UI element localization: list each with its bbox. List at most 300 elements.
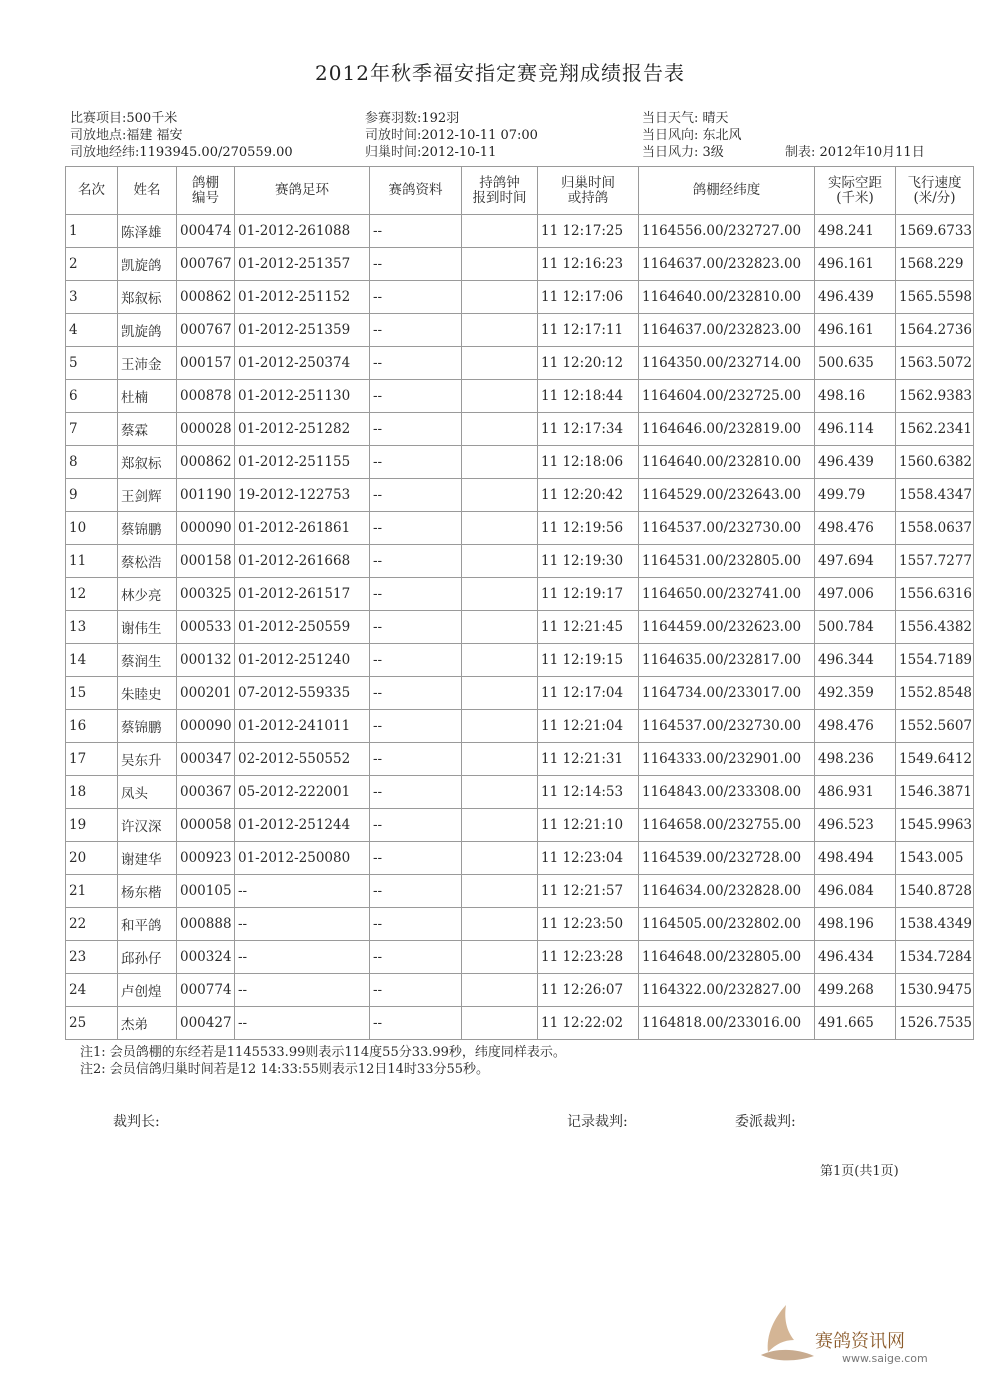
release-place-label: 司放地点: — [70, 128, 127, 143]
wind-direction — [642, 127, 742, 144]
loft-id-cell: 000157 — [177, 347, 235, 380]
distance-cell: 500.784 — [815, 611, 896, 644]
rank-cell: 24 — [66, 974, 118, 1007]
table-row — [66, 776, 974, 809]
speed-cell: 1538.4349 — [896, 908, 974, 941]
rank-cell: 19 — [66, 809, 118, 842]
column-header: 赛鸽足环 — [235, 167, 370, 215]
distance-cell: 499.268 — [815, 974, 896, 1007]
loft-id-cell: 000427 — [177, 1007, 235, 1040]
table-row — [66, 347, 974, 380]
release-place-value: 福建 福安 — [126, 128, 183, 143]
clock-time-cell — [462, 974, 538, 1007]
table-row — [66, 479, 974, 512]
pigeon-info-cell: -- — [370, 545, 462, 578]
clock-time-cell — [462, 347, 538, 380]
loft-id-cell: 000090 — [177, 512, 235, 545]
ring-cell: 01-2012-241011 — [235, 710, 370, 743]
speed-cell: 1565.5598 — [896, 281, 974, 314]
loft-id-cell: 000090 — [177, 710, 235, 743]
pigeon-info-cell: -- — [370, 776, 462, 809]
loft-coords-cell: 1164650.00/232741.00 — [639, 578, 815, 611]
arrival-time-cell: 11 12:16:23 — [538, 248, 639, 281]
weather-label: 当日天气: — [642, 111, 699, 126]
loft-id-cell: 000158 — [177, 545, 235, 578]
arrival-time-cell: 11 12:23:28 — [538, 941, 639, 974]
distance-cell: 496.523 — [815, 809, 896, 842]
table-row — [66, 380, 974, 413]
speed-cell: 1558.4347 — [896, 479, 974, 512]
loft-coords-cell: 1164350.00/232714.00 — [639, 347, 815, 380]
table-row — [66, 314, 974, 347]
clock-time-cell — [462, 446, 538, 479]
speed-cell: 1569.6733 — [896, 215, 974, 248]
ring-cell: 07-2012-559335 — [235, 677, 370, 710]
table-row — [66, 677, 974, 710]
loft-coords-cell: 1164648.00/232805.00 — [639, 941, 815, 974]
entries — [365, 110, 459, 127]
speed-cell: 1562.2341 — [896, 413, 974, 446]
speed-cell: 1568.229 — [896, 248, 974, 281]
clock-time-cell — [462, 215, 538, 248]
loft-id-cell: 000474 — [177, 215, 235, 248]
clock-time-cell — [462, 710, 538, 743]
name-cell: 杜楠 — [118, 380, 177, 413]
clock-time-cell — [462, 281, 538, 314]
wind-force — [642, 144, 724, 161]
speed-cell: 1530.9475 — [896, 974, 974, 1007]
loft-id-cell: 000028 — [177, 413, 235, 446]
loft-coords-cell: 1164505.00/232802.00 — [639, 908, 815, 941]
name-cell: 许汉深 — [118, 809, 177, 842]
name-cell: 蔡润生 — [118, 644, 177, 677]
table-row — [66, 941, 974, 974]
loft-id-cell: 000767 — [177, 314, 235, 347]
arrival-time-cell: 11 12:17:25 — [538, 215, 639, 248]
return-time-value: 2012-10-11 — [421, 145, 497, 160]
distance-cell: 496.084 — [815, 875, 896, 908]
pigeon-info-cell: -- — [370, 842, 462, 875]
speed-cell: 1545.9963 — [896, 809, 974, 842]
arrival-time-cell: 11 12:21:57 — [538, 875, 639, 908]
loft-coords-cell: 1164531.00/232805.00 — [639, 545, 815, 578]
name-cell: 邱孙仔 — [118, 941, 177, 974]
speed-cell: 1546.3871 — [896, 776, 974, 809]
recorder-referee-signature: 记录裁判: — [567, 1114, 628, 1130]
pigeon-info-cell: -- — [370, 314, 462, 347]
rank-cell: 13 — [66, 611, 118, 644]
distance-cell: 496.439 — [815, 281, 896, 314]
loft-id-cell: 000347 — [177, 743, 235, 776]
loft-coords-cell: 1164637.00/232823.00 — [639, 248, 815, 281]
name-cell: 林少亮 — [118, 578, 177, 611]
arrival-time-cell: 11 12:17:11 — [538, 314, 639, 347]
loft-id-cell: 000105 — [177, 875, 235, 908]
report-title: 2012年秋季福安指定赛竞翔成绩报告表 — [315, 61, 685, 85]
speed-cell: 1552.8548 — [896, 677, 974, 710]
ring-cell: 01-2012-261668 — [235, 545, 370, 578]
distance-cell: 496.161 — [815, 248, 896, 281]
speed-cell: 1557.7277 — [896, 545, 974, 578]
release-coords-label: 司放地经纬: — [70, 145, 140, 160]
table-row — [66, 743, 974, 776]
loft-coords-cell: 1164459.00/232623.00 — [639, 611, 815, 644]
table-row — [66, 710, 974, 743]
race-item-value: 500千米 — [126, 111, 178, 126]
loft-coords-cell: 1164637.00/232823.00 — [639, 314, 815, 347]
column-header: 鸽棚经纬度 — [639, 167, 815, 215]
arrival-time-cell: 11 12:21:04 — [538, 710, 639, 743]
notes — [80, 1044, 566, 1078]
wind-force-label: 当日风力: — [642, 145, 699, 160]
distance-cell: 486.931 — [815, 776, 896, 809]
ring-cell: 01-2012-251240 — [235, 644, 370, 677]
ring-cell: 05-2012-222001 — [235, 776, 370, 809]
release-time-label: 司放时间: — [365, 128, 422, 143]
clock-time-cell — [462, 380, 538, 413]
loft-coords-cell: 1164646.00/232819.00 — [639, 413, 815, 446]
weather-value: 晴天 — [702, 111, 729, 126]
wind-force-value: 3级 — [702, 145, 724, 160]
rank-cell: 20 — [66, 842, 118, 875]
arrival-time-cell: 11 12:18:06 — [538, 446, 639, 479]
name-cell: 朱睦史 — [118, 677, 177, 710]
loft-coords-cell: 1164537.00/232730.00 — [639, 710, 815, 743]
loft-coords-cell: 1164556.00/232727.00 — [639, 215, 815, 248]
clock-time-cell — [462, 677, 538, 710]
name-cell: 凯旋鸽 — [118, 314, 177, 347]
table-row — [66, 578, 974, 611]
table-row — [66, 809, 974, 842]
pigeon-info-cell: -- — [370, 413, 462, 446]
release-coords — [70, 144, 293, 161]
loft-id-cell: 000533 — [177, 611, 235, 644]
table-row — [66, 215, 974, 248]
loft-id-cell: 000058 — [177, 809, 235, 842]
ring-cell: 01-2012-261088 — [235, 215, 370, 248]
rank-cell: 10 — [66, 512, 118, 545]
distance-cell: 498.241 — [815, 215, 896, 248]
pigeon-info-cell: -- — [370, 248, 462, 281]
page-indicator: 第1页(共1页) — [820, 1164, 899, 1179]
name-cell: 蔡锦鹏 — [118, 512, 177, 545]
distance-cell: 492.359 — [815, 677, 896, 710]
arrival-time-cell: 11 12:18:44 — [538, 380, 639, 413]
clock-time-cell — [462, 644, 538, 677]
loft-coords-cell: 1164640.00/232810.00 — [639, 281, 815, 314]
rank-cell: 15 — [66, 677, 118, 710]
pigeon-info-cell: -- — [370, 710, 462, 743]
race-item — [70, 110, 177, 127]
race-item-label: 比赛项目: — [70, 111, 127, 126]
loft-coords-cell: 1164529.00/232643.00 — [639, 479, 815, 512]
distance-cell: 500.635 — [815, 347, 896, 380]
name-cell: 凯旋鸽 — [118, 248, 177, 281]
speed-cell: 1534.7284 — [896, 941, 974, 974]
release-coords-value: 1193945.00/270559.00 — [139, 145, 293, 160]
distance-cell: 496.161 — [815, 314, 896, 347]
loft-id-cell: 000862 — [177, 446, 235, 479]
rank-cell: 16 — [66, 710, 118, 743]
speed-cell: 1556.4382 — [896, 611, 974, 644]
release-place — [70, 127, 183, 144]
table-row — [66, 248, 974, 281]
table-row — [66, 875, 974, 908]
clock-time-cell — [462, 413, 538, 446]
rank-cell: 6 — [66, 380, 118, 413]
pigeon-info-cell: -- — [370, 875, 462, 908]
name-cell: 卢创煌 — [118, 974, 177, 1007]
rank-cell: 7 — [66, 413, 118, 446]
name-cell: 谢建华 — [118, 842, 177, 875]
appointed-referee-signature: 委派裁判: — [735, 1114, 796, 1130]
distance-cell: 498.236 — [815, 743, 896, 776]
pigeon-info-cell: -- — [370, 380, 462, 413]
column-header: 名次 — [66, 167, 118, 215]
table-row — [66, 974, 974, 1007]
loft-id-cell: 000923 — [177, 842, 235, 875]
pigeon-info-cell: -- — [370, 743, 462, 776]
name-cell: 杨东楷 — [118, 875, 177, 908]
ring-cell: 01-2012-251155 — [235, 446, 370, 479]
distance-cell: 498.196 — [815, 908, 896, 941]
pigeon-info-cell: -- — [370, 347, 462, 380]
loft-coords-cell: 1164604.00/232725.00 — [639, 380, 815, 413]
distance-cell: 498.476 — [815, 512, 896, 545]
name-cell: 王剑辉 — [118, 479, 177, 512]
pigeon-info-cell: -- — [370, 215, 462, 248]
clock-time-cell — [462, 248, 538, 281]
arrival-time-cell: 11 12:19:15 — [538, 644, 639, 677]
results-table — [65, 166, 974, 1040]
ring-cell: 01-2012-251282 — [235, 413, 370, 446]
ring-cell: 01-2012-250374 — [235, 347, 370, 380]
speed-cell: 1549.6412 — [896, 743, 974, 776]
pigeon-info-cell: -- — [370, 578, 462, 611]
column-header: 持鸽钟 报到时间 — [462, 167, 538, 215]
ring-cell: 19-2012-122753 — [235, 479, 370, 512]
clock-time-cell — [462, 314, 538, 347]
rank-cell: 22 — [66, 908, 118, 941]
rank-cell: 11 — [66, 545, 118, 578]
column-header: 姓名 — [118, 167, 177, 215]
rank-cell: 9 — [66, 479, 118, 512]
speed-cell: 1540.8728 — [896, 875, 974, 908]
column-header: 归巢时间 或持鸽 — [538, 167, 639, 215]
wind-direction-value: 东北风 — [702, 128, 742, 143]
made-date-value: 2012年10月11日 — [819, 145, 925, 160]
ring-cell: 01-2012-261861 — [235, 512, 370, 545]
clock-time-cell — [462, 1007, 538, 1040]
loft-id-cell: 000888 — [177, 908, 235, 941]
loft-id-cell: 000325 — [177, 578, 235, 611]
ring-cell: -- — [235, 941, 370, 974]
rank-cell: 4 — [66, 314, 118, 347]
column-header: 鸽棚 编号 — [177, 167, 235, 215]
speed-cell: 1554.7189 — [896, 644, 974, 677]
weather — [642, 110, 729, 127]
pigeon-info-cell: -- — [370, 479, 462, 512]
clock-time-cell — [462, 842, 538, 875]
table-row — [66, 413, 974, 446]
loft-id-cell: 001190 — [177, 479, 235, 512]
name-cell: 凤头 — [118, 776, 177, 809]
table-row — [66, 281, 974, 314]
table-row — [66, 842, 974, 875]
ring-cell: -- — [235, 875, 370, 908]
name-cell: 蔡霖 — [118, 413, 177, 446]
loft-coords-cell: 1164634.00/232828.00 — [639, 875, 815, 908]
arrival-time-cell: 11 12:17:04 — [538, 677, 639, 710]
distance-cell: 497.006 — [815, 578, 896, 611]
ring-cell: 01-2012-261517 — [235, 578, 370, 611]
rank-cell: 3 — [66, 281, 118, 314]
name-cell: 郑叙标 — [118, 281, 177, 314]
clock-time-cell — [462, 578, 538, 611]
rank-cell: 21 — [66, 875, 118, 908]
loft-id-cell: 000201 — [177, 677, 235, 710]
loft-coords-cell: 1164843.00/233308.00 — [639, 776, 815, 809]
ring-cell: 01-2012-251244 — [235, 809, 370, 842]
wind-direction-label: 当日风向: — [642, 128, 699, 143]
watermark-name: 赛鸽资讯网 — [815, 1331, 905, 1352]
arrival-time-cell: 11 12:20:42 — [538, 479, 639, 512]
table-body — [66, 215, 974, 1040]
loft-coords-cell: 1164333.00/232901.00 — [639, 743, 815, 776]
name-cell: 杰弟 — [118, 1007, 177, 1040]
clock-time-cell — [462, 611, 538, 644]
made-date-label: 制表: — [785, 145, 816, 160]
name-cell: 蔡锦鹏 — [118, 710, 177, 743]
distance-cell: 498.476 — [815, 710, 896, 743]
made-date — [785, 144, 925, 161]
ring-cell: 02-2012-550552 — [235, 743, 370, 776]
name-cell: 王沛金 — [118, 347, 177, 380]
pigeon-info-cell: -- — [370, 446, 462, 479]
loft-coords-cell: 1164640.00/232810.00 — [639, 446, 815, 479]
rank-cell: 12 — [66, 578, 118, 611]
arrival-time-cell: 11 12:22:02 — [538, 1007, 639, 1040]
return-time-label: 归巢时间: — [365, 145, 422, 160]
column-header: 赛鸽资料 — [370, 167, 462, 215]
loft-coords-cell: 1164322.00/232827.00 — [639, 974, 815, 1007]
distance-cell: 496.439 — [815, 446, 896, 479]
table-row — [66, 545, 974, 578]
table-row — [66, 908, 974, 941]
speed-cell: 1560.6382 — [896, 446, 974, 479]
loft-id-cell: 000132 — [177, 644, 235, 677]
pigeon-info-cell: -- — [370, 611, 462, 644]
speed-cell: 1552.5607 — [896, 710, 974, 743]
loft-coords-cell: 1164537.00/232730.00 — [639, 512, 815, 545]
arrival-time-cell: 11 12:23:04 — [538, 842, 639, 875]
rank-cell: 5 — [66, 347, 118, 380]
ring-cell: 01-2012-251357 — [235, 248, 370, 281]
arrival-time-cell: 11 12:17:34 — [538, 413, 639, 446]
loft-coords-cell: 1164734.00/233017.00 — [639, 677, 815, 710]
name-cell: 陈泽雄 — [118, 215, 177, 248]
distance-cell: 498.494 — [815, 842, 896, 875]
pigeon-info-cell: -- — [370, 512, 462, 545]
arrival-time-cell: 11 12:23:50 — [538, 908, 639, 941]
release-time — [365, 127, 538, 144]
ring-cell: -- — [235, 1007, 370, 1040]
clock-time-cell — [462, 776, 538, 809]
rank-cell: 1 — [66, 215, 118, 248]
distance-cell: 496.344 — [815, 644, 896, 677]
rank-cell: 17 — [66, 743, 118, 776]
table-row — [66, 611, 974, 644]
name-cell: 蔡松浩 — [118, 545, 177, 578]
ring-cell: -- — [235, 974, 370, 1007]
arrival-time-cell: 11 12:19:30 — [538, 545, 639, 578]
pigeon-info-cell: -- — [370, 281, 462, 314]
ring-cell: 01-2012-251359 — [235, 314, 370, 347]
clock-time-cell — [462, 908, 538, 941]
release-time-value: 2012-10-11 07:00 — [421, 128, 538, 143]
saige-logo-icon — [756, 1300, 816, 1370]
loft-id-cell: 000774 — [177, 974, 235, 1007]
pigeon-info-cell: -- — [370, 1007, 462, 1040]
arrival-time-cell: 11 12:17:06 — [538, 281, 639, 314]
clock-time-cell — [462, 545, 538, 578]
clock-time-cell — [462, 479, 538, 512]
rank-cell: 2 — [66, 248, 118, 281]
pigeon-info-cell: -- — [370, 644, 462, 677]
ring-cell: 01-2012-250559 — [235, 611, 370, 644]
speed-cell: 1543.005 — [896, 842, 974, 875]
clock-time-cell — [462, 743, 538, 776]
arrival-time-cell: 11 12:14:53 — [538, 776, 639, 809]
loft-id-cell: 000767 — [177, 248, 235, 281]
ring-cell: 01-2012-251152 — [235, 281, 370, 314]
rank-cell: 14 — [66, 644, 118, 677]
arrival-time-cell: 11 12:21:10 — [538, 809, 639, 842]
ring-cell: 01-2012-250080 — [235, 842, 370, 875]
column-header: 实际空距 (千米) — [815, 167, 896, 215]
distance-cell: 497.694 — [815, 545, 896, 578]
entries-label: 参赛羽数: — [365, 111, 422, 126]
pigeon-info-cell: -- — [370, 974, 462, 1007]
entries-value: 192羽 — [421, 111, 460, 126]
ring-cell: 01-2012-251130 — [235, 380, 370, 413]
distance-cell: 499.79 — [815, 479, 896, 512]
loft-id-cell: 000862 — [177, 281, 235, 314]
pigeon-info-cell: -- — [370, 677, 462, 710]
pigeon-info-cell: -- — [370, 941, 462, 974]
arrival-time-cell: 11 12:20:12 — [538, 347, 639, 380]
distance-cell: 491.665 — [815, 1007, 896, 1040]
distance-cell: 496.114 — [815, 413, 896, 446]
loft-id-cell: 000367 — [177, 776, 235, 809]
rank-cell: 23 — [66, 941, 118, 974]
name-cell: 吴东升 — [118, 743, 177, 776]
loft-coords-cell: 1164539.00/232728.00 — [639, 842, 815, 875]
note-1: 注1: 会员鸽棚的东经若是1145533.99则表示114度55分33.99秒，纬度同样表示。 — [80, 1045, 566, 1060]
loft-id-cell: 000324 — [177, 941, 235, 974]
arrival-time-cell: 11 12:21:31 — [538, 743, 639, 776]
pigeon-info-cell: -- — [370, 809, 462, 842]
table-row — [66, 1007, 974, 1040]
loft-id-cell: 000878 — [177, 380, 235, 413]
speed-cell: 1526.7535 — [896, 1007, 974, 1040]
arrival-time-cell: 11 12:19:56 — [538, 512, 639, 545]
note-2: 注2: 会员信鸽归巢时间若是12 14:33:55则表示12日14时33分55秒。 — [80, 1062, 490, 1077]
table-row — [66, 644, 974, 677]
speed-cell: 1562.9383 — [896, 380, 974, 413]
watermark-url: www.saige.com — [842, 1352, 928, 1365]
clock-time-cell — [462, 809, 538, 842]
